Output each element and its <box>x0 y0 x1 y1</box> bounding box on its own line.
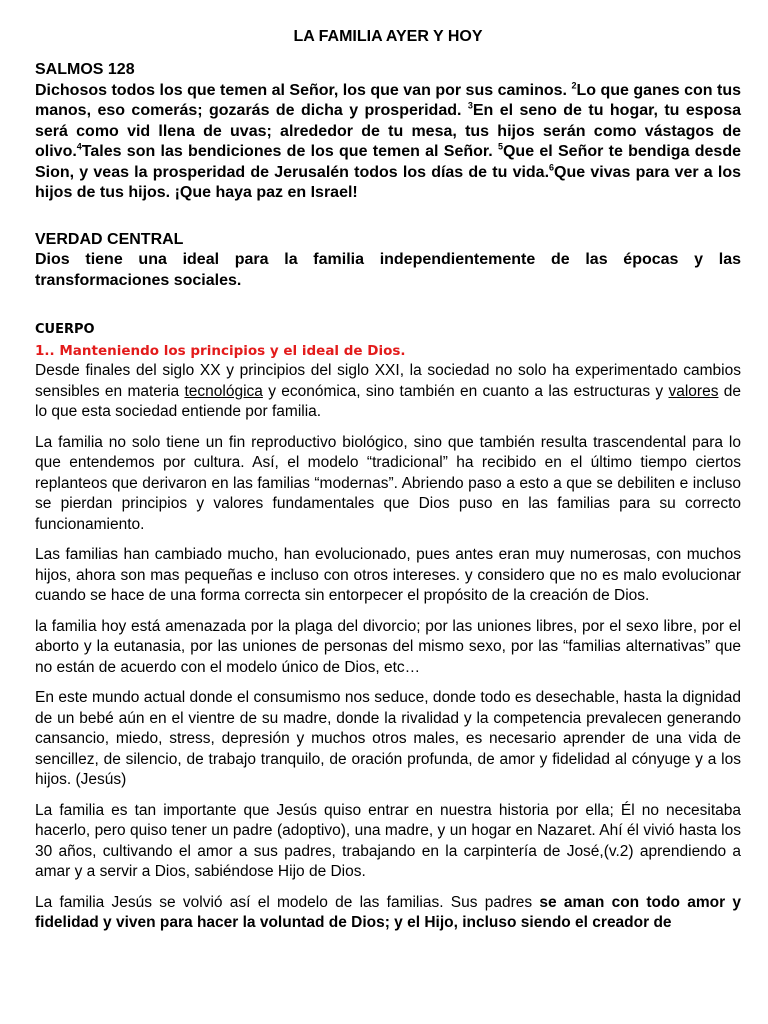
psalm-verse-text: Dichosos todos los que temen al Señor, los que van por sus caminos. <box>35 81 572 99</box>
underlined-word-tecnologica: tecnológica <box>184 382 263 400</box>
central-truth-text: Dios tiene una ideal para la familia independientemente de las épocas y las transformaciones sociales. <box>35 251 741 289</box>
paragraph-6: La familia es tan importante que Jesús quiso entrar en nuestra historia por ella; Él no necesitaba hacerlo, pero quiso tener un padre (adoptivo), una madre, y un hogar en Nazaret. Ahí él vivió hasta los 30 años, cultivando el amor a sus padres, trabajando en la carpintería de José,(v.2) aprendiendo a amar y a servir a Dios, sabiéndose Hijo de Dios. <box>35 801 741 880</box>
paragraph-7-bold-part: se aman con todo amor y fidelidad y viven para hacer la voluntad de Dios; y el Hijo, incluso siendo el creador de <box>35 893 741 931</box>
document-page <box>35 26 741 944</box>
psalm-verse-text: En el seno de tu hogar, tu esposa será como vid llena de uvas; alrededor de tu mesa, tus hijos serán como vástagos de olivo. <box>35 102 741 160</box>
paragraph-1-part-b: y económica, sino también en cuanto a las estructuras y <box>262 382 669 400</box>
verse-number: 2 <box>571 80 577 91</box>
psalm-verse-text: Que el Señor te bendiga desde Sion, y veas la prosperidad de Jerusalén todos los días de tu vida. <box>35 143 741 181</box>
verse-number: 4 <box>76 141 82 152</box>
paragraph-1-part-a: Desde finales del siglo XX y principios del siglo XXI, la sociedad no solo ha experimentado cambios sensibles en materia <box>35 362 741 400</box>
paragraph-1 <box>35 361 741 423</box>
psalm-verse-text: Que vivas para ver a los hijos de tus hijos. ¡Que haya paz en Israel! <box>35 163 742 201</box>
paragraph-3: Las familias han cambiado mucho, han evolucionado, pues antes eran muy numerosas, con muchos hijos, ahora son mas pequeñas e incluso con otros intereses. y considero que no es malo evolucionar cuando se hace de una forma correcta sin entorpecer el propósito de la creación de Dios. <box>35 546 741 604</box>
psalm-text <box>35 81 741 204</box>
section-title: 1.. Manteniendo los principios y el ideal de Dios. <box>35 343 406 359</box>
paragraph-2: La familia no solo tiene un fin reproductivo biológico, sino que también resulta trascendental para lo que entendemos por cultura. Así, el modelo “tradicional” ha recibido en el último tiempo ciertos replanteos que derivaron en las familias “modernas”. Abriendo paso a esto a que se debiliten e incluso se pierdan principios y valores fundamentales que Dios puso en las familias para su correcto funcionamiento. <box>35 433 741 533</box>
verse-number: 6 <box>549 162 555 173</box>
body-heading: CUERPO <box>35 322 95 337</box>
document-title: LA FAMILIA AYER Y HOY <box>293 28 483 45</box>
paragraph-5: En este mundo actual donde el consumismo nos seduce, donde todo es desechable, hasta la dignidad de un bebé aún en el vientre de su madre, donde la rivalidad y la competencia prevalecen generando cansancio, miedo, stress, depresión y muchos otros males, es necesario aprender de una vida de sencillez, de silencio, de trabajo tranquilo, de oración profunda, de amor y fidelidad al cónyuge y a los hijos. (Jesús) <box>35 689 741 788</box>
psalm-verse-text: Lo que ganes con tus manos, eso comerás; gozarás de dicha y prosperidad. <box>35 81 742 119</box>
paragraph-1-part-c: de lo que esta sociedad entiende por familia. <box>35 382 741 420</box>
underlined-word-valores: valores <box>668 382 719 400</box>
paragraph-7 <box>35 893 741 934</box>
psalm-heading: SALMOS 128 <box>35 61 135 78</box>
psalm-verse-text: Tales son las bendiciones de los que temen al Señor. <box>81 143 498 160</box>
paragraph-4: la familia hoy está amenazada por la plaga del divorcio; por las uniones libres, por el sexo libre, por el aborto y la eutanasia, por las uniones de personas del mismo sexo, por las “familias alternativas” que no están de acuerdo con el modelo único de Dios, etc… <box>35 617 741 676</box>
verse-number: 5 <box>497 141 503 152</box>
verse-number: 3 <box>467 100 473 111</box>
central-truth-heading: VERDAD CENTRAL <box>35 230 184 248</box>
paragraph-7-part-a: La familia Jesús se volvió así el modelo de las familias. Sus padres <box>35 893 540 911</box>
